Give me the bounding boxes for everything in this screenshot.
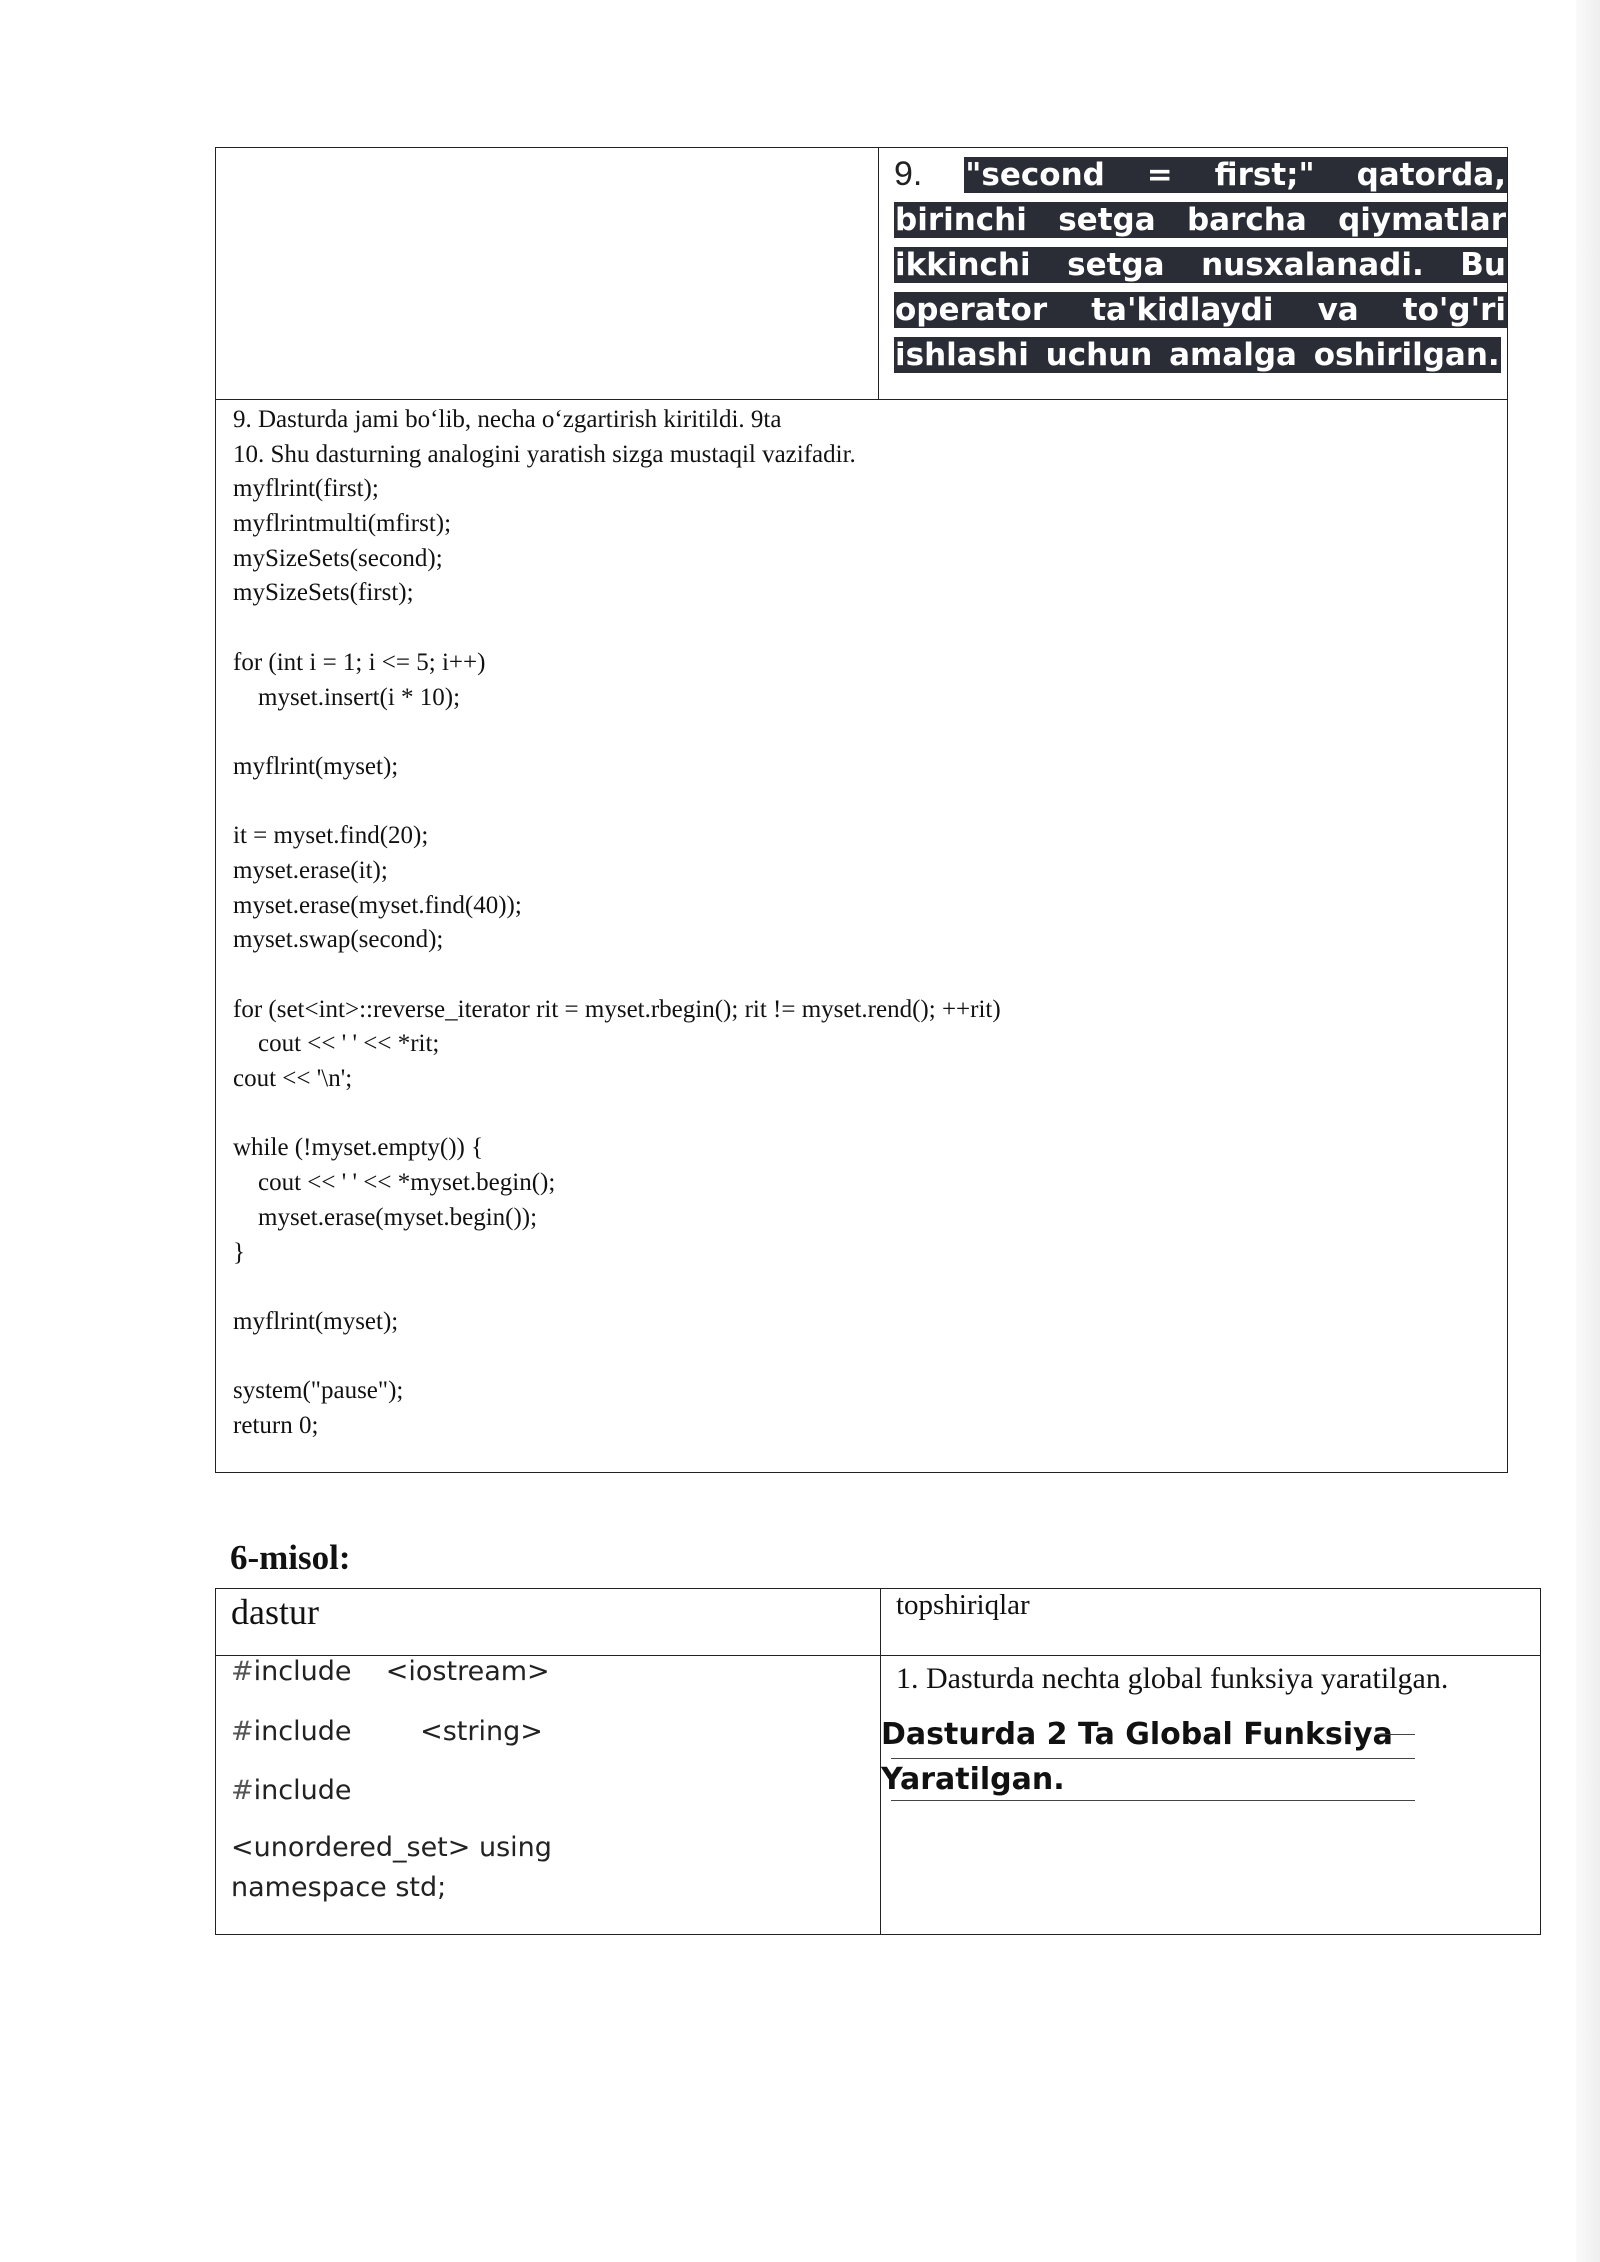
code-line: myset.insert(i * 10); — [233, 683, 461, 711]
answer-underline — [891, 1800, 1415, 1801]
column-header-dastur: dastur — [216, 1589, 881, 1655]
tasks-cell — [881, 1656, 1540, 1934]
code-table-top-row — [216, 148, 1507, 400]
code-line: return 0; — [233, 1411, 319, 1439]
empty-cell — [216, 148, 879, 399]
code-line: cout << ' ' << *rit; — [233, 1030, 440, 1058]
program-cell — [216, 1656, 881, 1934]
include-continuation: namespace std; — [231, 1872, 447, 1903]
code-line — [233, 958, 1507, 993]
code-line: myset.erase(myset.begin()); — [233, 1203, 538, 1231]
answer-line: Yaratilgan. — [881, 1762, 1065, 1797]
code-table — [215, 147, 1508, 1473]
task-answer — [881, 1712, 1411, 1802]
column-header-topshiriqlar: topshiriqlar — [896, 1589, 1030, 1621]
selected-text: "second = first;" qatorda, birinchi setga barcha qiymatlar ikkinchi setga nusxalanadi. Bu operator ta'kidlaydi va to'g'ri ishlashi uchun amalga oshirilgan. — [895, 157, 1506, 373]
include-line — [231, 1775, 351, 1806]
include-hash: # — [231, 1716, 254, 1747]
answer-number: 9. — [894, 155, 923, 193]
answer-underline — [891, 1758, 1415, 1759]
section-heading: 6-misol: — [230, 1538, 351, 1577]
example-table-body-row — [216, 1656, 1540, 1934]
code-line: while (!myset.empty()) { — [233, 1134, 484, 1162]
code-line: cout << '\n'; — [233, 1065, 353, 1093]
task-question: 1. Dasturda nechta global funksiya yaratilgan. — [896, 1662, 1449, 1695]
code-line: for (set<int>::reverse_iterator rit = myset.rbegin(); rit != myset.rend(); ++rit) — [233, 995, 1001, 1023]
code-line: myflrint(first); — [233, 475, 379, 503]
code-line: cout << ' ' << *myset.begin(); — [233, 1169, 556, 1197]
highlighted-answer — [894, 152, 1507, 378]
code-line: myflrint(myset); — [233, 1307, 399, 1335]
example-table — [215, 1588, 1541, 1935]
include-line — [231, 1656, 550, 1687]
example-table-header-row — [216, 1589, 1540, 1656]
code-line: for (int i = 1; i <= 5; i++) — [233, 648, 486, 676]
include-continuation: <unordered_set> using — [231, 1832, 552, 1863]
code-line — [233, 611, 1507, 646]
code-listing — [216, 400, 1507, 1472]
highlighted-answer-cell — [879, 148, 1507, 399]
include-text: include — [253, 1775, 352, 1806]
code-line: it = myset.find(20); — [233, 822, 429, 850]
code-line: 9. Dasturda jami bo‘lib, necha o‘zgartirish kiritildi. 9ta — [233, 406, 782, 433]
code-line: myset.erase(myset.find(40)); — [233, 891, 522, 919]
code-line: mySizeSets(first); — [233, 579, 414, 607]
include-text: include <string> — [253, 1716, 543, 1747]
answer-underline — [1377, 1734, 1415, 1735]
code-line — [233, 1270, 1507, 1305]
code-line — [233, 785, 1507, 820]
code-line: myset.swap(second); — [233, 926, 444, 954]
code-line — [233, 715, 1507, 750]
answer-line: Dasturda 2 Ta Global Funksiya — [881, 1717, 1393, 1752]
include-text: include <iostream> — [253, 1656, 550, 1687]
include-hash: # — [231, 1775, 254, 1806]
code-line: system("pause"); — [233, 1377, 404, 1405]
code-line: 10. Shu dasturning analogini yaratish sizga mustaqil vazifadir. — [233, 440, 856, 468]
include-line — [231, 1716, 543, 1747]
include-hash: # — [231, 1656, 254, 1687]
code-line: } — [233, 1238, 245, 1266]
code-line: mySizeSets(second); — [233, 544, 443, 572]
code-line: myflrint(myset); — [233, 752, 399, 780]
code-line — [233, 1340, 1507, 1375]
code-line: myflrintmulti(mfirst); — [233, 510, 452, 538]
code-line: myset.erase(it); — [233, 856, 388, 884]
code-line — [233, 1097, 1507, 1132]
